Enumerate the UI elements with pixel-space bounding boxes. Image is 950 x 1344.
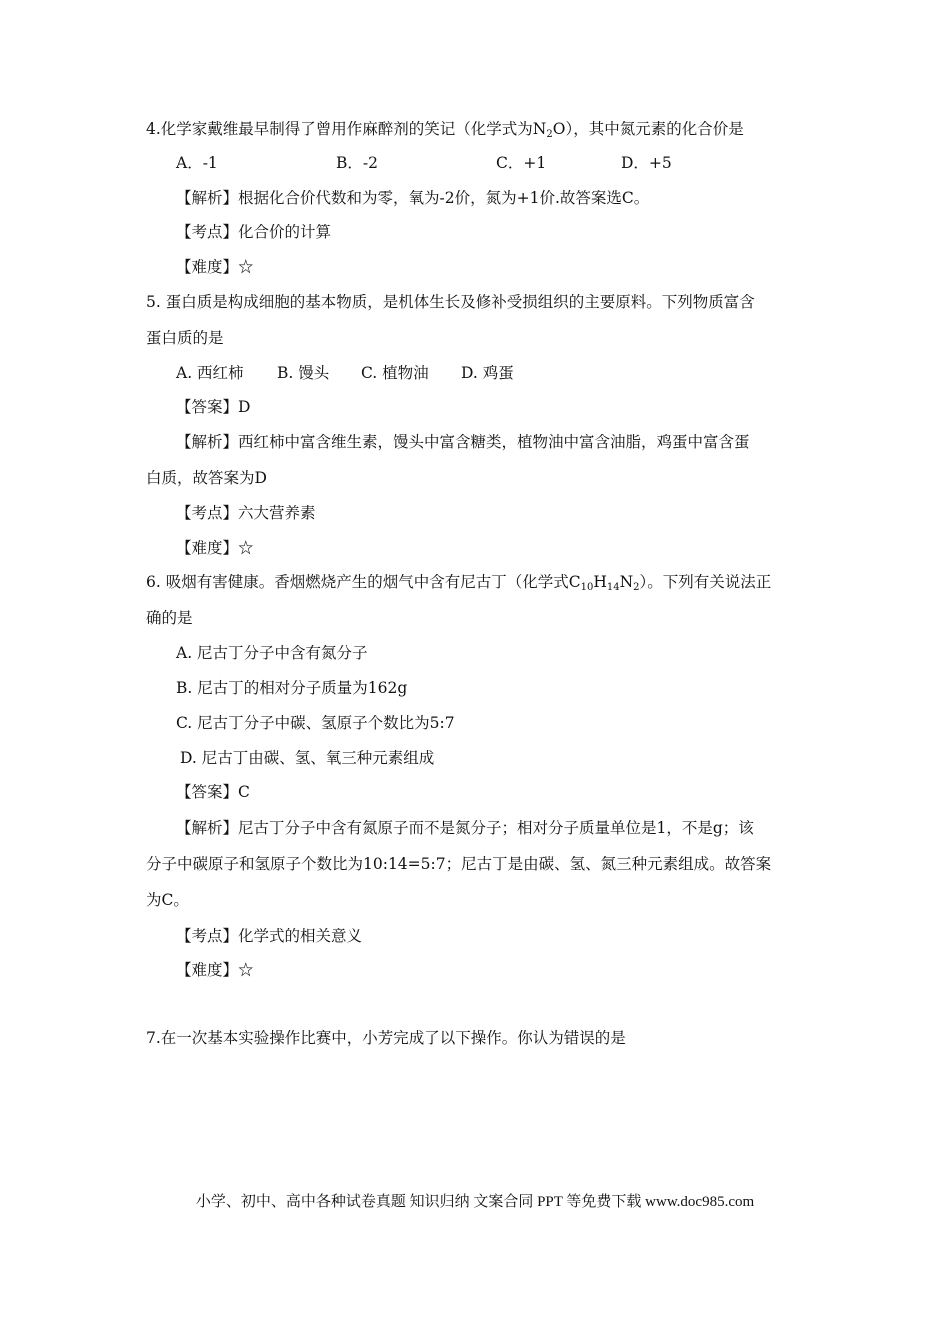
q4-option-a: A．-1 (176, 154, 218, 172)
q4-analysis: 【解析】根据化合价代数和为零，氧为-2价，氮为+1价.故答案选C。 (176, 189, 650, 207)
q5-option-d: D. 鸡蛋 (461, 364, 514, 382)
q6-formula-n: N (619, 573, 634, 591)
q5-option-b: B. 馒头 (277, 364, 330, 382)
q6-difficulty: 【难度】☆ (176, 961, 254, 979)
q7-stem: 7.在一次基本实验操作比赛中，小芳完成了以下操作。你认为错误的是 (146, 1029, 626, 1047)
q4-option-c: C．+1 (496, 154, 547, 172)
q5-option-c: C. 植物油 (361, 364, 429, 382)
q5-analysis-line2: 白质，故答案为D (146, 469, 267, 487)
q6-subscript-h: 14 (606, 582, 620, 593)
q4-topic: 【考点】化合价的计算 (176, 223, 332, 241)
q6-stem-text-end: ）。下列有关说法正 (639, 573, 772, 591)
page-footer: 小学、初中、高中各种试卷真题 知识归纳 文案合同 PPT 等免费下载 www.doc985.com (195, 1194, 755, 1210)
q6-analysis-line2: 分子中碳原子和氢原子个数比为10:14=5:7；尼古丁是由碳、氢、氮三种元素组成。故答案 (146, 855, 772, 873)
q4-stem-text: 4.化学家戴维最早制得了曾用作麻醉剂的笑记（化学式为N (146, 120, 547, 138)
q6-option-d: D. 尼古丁由碳、氢、氧三种元素组成 (180, 749, 435, 767)
q5-analysis-line1: 【解析】西红柿中富含维生素，馒头中富含糖类，植物油中富含油脂，鸡蛋中富含蛋 (176, 433, 750, 451)
q4-subscript: 2 (546, 129, 553, 140)
q4-option-d: D．+5 (621, 154, 672, 172)
q5-stem-line2: 蛋白质的是 (146, 329, 224, 347)
q6-option-a: A. 尼古丁分子中含有氮分子 (176, 644, 368, 662)
q6-stem-line2: 确的是 (146, 609, 193, 627)
q6-formula-h: H (593, 573, 607, 591)
q6-answer: 【答案】C (176, 783, 250, 801)
q6-analysis-line3: 为C。 (146, 891, 189, 909)
q6-subscript-c: 10 (580, 582, 594, 593)
q5-topic: 【考点】六大营养素 (176, 504, 316, 522)
q6-option-c: C. 尼古丁分子中碳、氢原子个数比为5:7 (176, 714, 455, 732)
q5-difficulty: 【难度】☆ (176, 539, 254, 557)
q6-option-b: B. 尼古丁的相对分子质量为162g (176, 679, 408, 697)
q4-difficulty: 【难度】☆ (176, 258, 254, 276)
q5-answer: 【答案】D (176, 398, 251, 416)
q4-stem-text-end: O），其中氮元素的化合价是 (552, 120, 744, 138)
q6-analysis-line1: 【解析】尼古丁分子中含有氮原子而不是氮分子；相对分子质量单位是1，不是g；该 (176, 819, 754, 837)
q6-subscript-n: 2 (633, 582, 640, 593)
q4-stem (146, 119, 744, 139)
q5-stem-line1: 5. 蛋白质是构成细胞的基本物质，是机体生长及修补受损组织的主要原料。下列物质富含 (146, 293, 755, 311)
q6-stem-line1 (146, 572, 771, 592)
q4-option-b: B．-2 (336, 154, 378, 172)
q6-topic: 【考点】化学式的相关意义 (176, 927, 363, 945)
q6-stem-text: 6. 吸烟有害健康。香烟燃烧产生的烟气中含有尼古丁（化学式C (146, 573, 581, 591)
q5-option-a: A. 西红柿 (176, 364, 244, 382)
